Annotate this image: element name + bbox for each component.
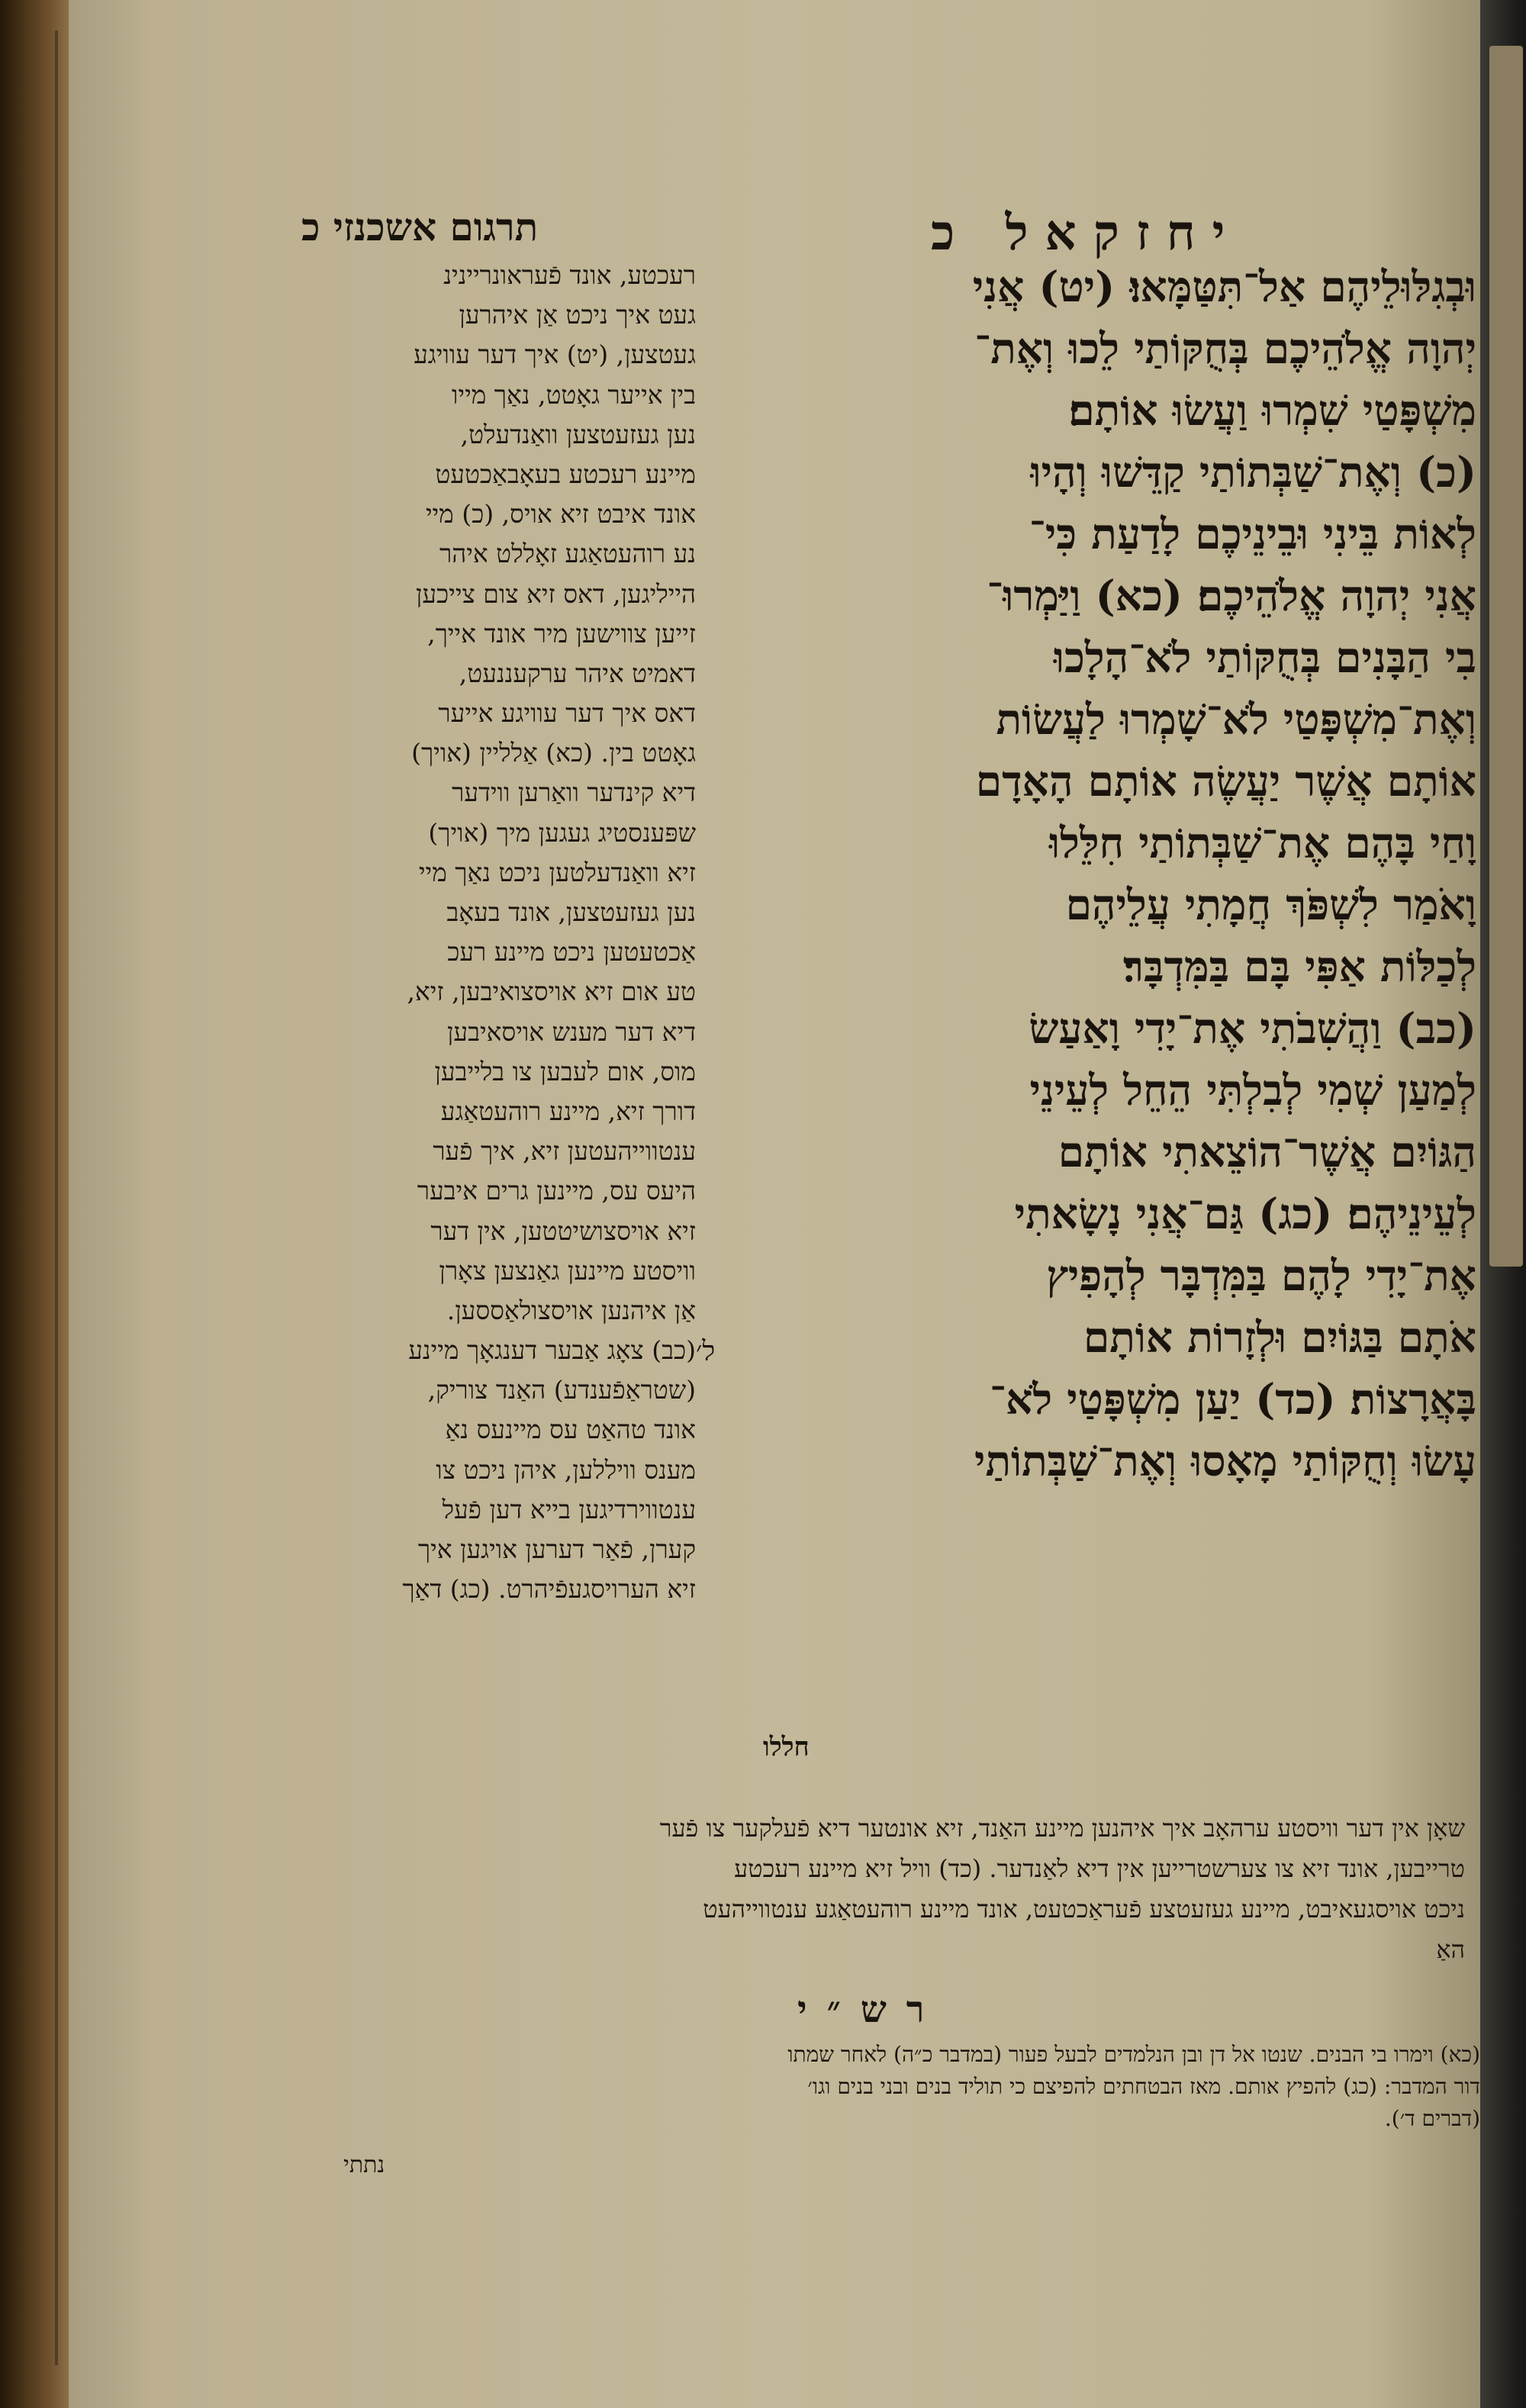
translation-line: דאס איך דער עוויגע אייער <box>438 698 696 729</box>
translation-line: גאָטט בין. (כא) אַלליין (אויך) <box>411 738 696 768</box>
catchword-left: נתתי <box>343 2152 385 2178</box>
translation-line: אונד טהאַט עס מיינעס נאַ <box>445 1415 696 1445</box>
translation-line: געטצען, (יט) איך דער עוויגע <box>414 340 696 370</box>
hebrew-line: וּבְגִלּוּלֵיהֶם אַל־תִּטַּמָּאוּ׃ (יט) אֲנִי <box>972 262 1476 311</box>
margin-note: ל׳ <box>696 1336 716 1367</box>
translation-footer-line: שאָן אין דער וויסטע ערהאָב איך איהנען מיינע האַנד, זיא אונטער דיא פֿעלקער צו פֿער <box>659 1814 1465 1843</box>
translation-line: דיא קינדער וואַרען ווידער <box>452 777 696 808</box>
translation-line: אונד איבט זיא אויס, (כ) מיי <box>425 499 696 530</box>
translation-footer-line: טרייבען, אונד זיא צו צערשטרייען אין דיא לאַנדער. (כד) וויל זיא מיינע רעכטע <box>734 1854 1465 1883</box>
hebrew-line: וְאֶת־מִשְׁפָּטַי לֹא־שָׁמְרוּ לַעֲשׂוֹת <box>996 694 1476 744</box>
translation-line: דורך זיא, מיינע רוהעטאַגע <box>440 1096 696 1126</box>
translation-line: זיא הערויסגעפֿיהרט. (כג) דאַך <box>402 1574 696 1605</box>
translation-line: וויסטע מיינען גאַנצען צאָרן <box>439 1255 696 1286</box>
translation-line: דיא דער מענש אויסאיבען <box>446 1016 696 1047</box>
hebrew-line: (כ) וְאֶת־שַׁבְּתוֹתַי קַדֵּשׁוּ וְהָיוּ <box>1030 447 1476 497</box>
hebrew-line: (כב) וַהֲשִׁבֹתִי אֶת־יָדִי וָאַעַשׂ <box>1029 1003 1476 1053</box>
translation-line: מענס וויללען, איהן ניכט צו <box>436 1454 696 1485</box>
running-header-book: יחזקאל כ <box>931 204 1242 262</box>
hebrew-line: לְכַלּוֹת אַפִּי בָּם בַּמִּדְבָּר׃ <box>1123 942 1476 991</box>
translation-line: זייען צווישען מיר אונד אייך, <box>427 618 696 649</box>
rashi-commentary <box>313 2039 1480 2135</box>
translation-line: זיא וואַנדעלטען ניכט נאַך מיי <box>418 857 696 887</box>
translation-line: אַן איהנען אויסצולאַססען. <box>446 1295 696 1325</box>
translation-line: נען געזעטצען, אונד בעאָב <box>446 897 696 927</box>
hebrew-line: בִי הַבָּנִים בְּחֻקּוֹתַי לֹא־הָלָכוּ <box>1053 633 1476 682</box>
hebrew-line: אֹתָם בַּגּוֹיִם וּלְזָרוֹת אוֹתָם <box>1083 1312 1476 1362</box>
hebrew-line: לְאוֹת בֵּינִי וּבֵינֵיכֶם לָדַעַת כִּי־ <box>1029 509 1476 559</box>
translation-line: נע רוהעטאַגע זאָללט איהר <box>439 539 696 569</box>
translation-line: שפּענסטיג געגען מיך (אויך) <box>428 817 696 848</box>
translation-line: נען געזעטצען וואַנדעלט, <box>460 419 696 449</box>
running-header-translation: תרגום אשכנזי כ <box>301 204 539 249</box>
catchword-right: חללו <box>763 1732 810 1763</box>
page-edge <box>55 31 58 2365</box>
translation-line: ענטווירדיגען בייא דען פֿעל <box>442 1494 696 1524</box>
hebrew-line: עָשׂוּ וְחֻקּוֹתַי מָאָסוּ וְאֶת־שַׁבְּתוֹתַי <box>974 1436 1476 1486</box>
hebrew-line: וָאֹמַר לִשְׁפֹּךְ חֲמָתִי עֲלֵיהֶם <box>1065 880 1476 929</box>
hebrew-line: לְמַעַן שְׁמִי לְבִלְתִּי הֵחֵל לְעֵינֵי <box>1029 1065 1476 1115</box>
translation-line: קערן, פֿאַר דערען אויגען איך <box>417 1534 696 1564</box>
hebrew-text-column <box>713 256 1476 1492</box>
hebrew-line: יְהוָה אֱלֹהֵיכֶם בְּחֻקּוֹתַי לֵכוּ וְאֶת־ <box>974 324 1476 373</box>
hebrew-line: אֶת־יָדִי לָהֶם בַּמִּדְבָּר לְהָפִיץ <box>1046 1251 1476 1300</box>
hebrew-line: מִשְׁפָּטַי שִׁמְרוּ וַעֲשׂוּ אוֹתָם׃ <box>1068 385 1476 435</box>
rashi-line: (כא) וימרו בי הבנים. שנטו אל דן ובן הנלמדים לבעל פעור (במדבר כ״ה) לאחר שמתו <box>787 2042 1480 2067</box>
translation-line: זיא אויסצושיטטען, אין דער <box>430 1215 696 1246</box>
translation-line: (שטראַפֿענדע) האַנד צוריק, <box>427 1375 696 1405</box>
hebrew-line: לְעֵינֵיהֶם׃ (כג) גַּם־אֲנִי נָשָׂאתִי <box>1014 1189 1476 1238</box>
translation-footer-line: ניכט אויסגעאיבט, מיינע געזעטצע פֿעראַכטעט, אונד מיינע רוהעטאַגע ענטווייהעט <box>703 1895 1465 1924</box>
translation-continuation <box>313 1808 1465 1970</box>
hebrew-line: הַגּוֹיִם אֲשֶׁר־הוֹצֵאתִי אוֹתָם <box>1058 1127 1476 1177</box>
hebrew-line: אוֹתָם אֲשֶׁר יַעֲשֶׂה אוֹתָם הָאָדָם <box>975 756 1476 806</box>
translation-footer-line: האַ <box>1436 1935 1465 1964</box>
translation-line: (כב) צאָג אַבער דענגאָך מיינע <box>408 1335 696 1366</box>
translation-line: טע אום זיא אויסצואיבען, זיא, <box>407 977 696 1007</box>
next-page-edge <box>1489 46 1523 1267</box>
rashi-heading: רש״י <box>797 1988 945 2031</box>
hebrew-line: אֲנִי יְהוָה אֱלֹהֵיכֶם׃ (כא) וַיַּמְרוּ־ <box>987 571 1476 620</box>
rashi-line: דור המדבר: (כג) להפיץ אותם. מאז הבטחתים להפיצם כי תוליד בנים ובני בנים וגו׳ <box>807 2074 1480 2099</box>
translation-line: אַכטעטען ניכט מיינע רעכ <box>447 937 696 967</box>
translation-line: הייליגען, דאס זיא צום צייכען <box>415 578 696 609</box>
translation-line: מיינע רעכטע בעאָבאַכטעט <box>435 459 696 489</box>
translation-line: היעס עס, מיינען גרים איבער <box>417 1176 696 1206</box>
hebrew-line: בָּאֲרָצוֹת׃ (כד) יַעַן מִשְׁפָּטַי לֹא־ <box>989 1374 1476 1424</box>
translation-line: געט איך ניכט אַן איהרען <box>459 300 696 330</box>
translation-line: רעכטע, אונד פֿעראונריינינ <box>443 260 696 290</box>
translation-line: בין אייער גאָטט, נאַך מייו <box>451 379 696 410</box>
translation-line: מוס, אום לעבען צו בלייבען <box>434 1056 696 1086</box>
book-spine <box>0 0 69 2408</box>
translation-line: דאמיט איהר ערקעננעט, <box>459 658 696 688</box>
rashi-line: (דברים ד׳). <box>1384 2106 1480 2131</box>
translation-line: ענטווייהעטען זיא, איך פֿער <box>433 1136 696 1167</box>
hebrew-line: וָחַי בָּהֶם אֶת־שַׁבְּתוֹתַי חִלֵּלוּ <box>1049 818 1476 868</box>
translation-column <box>307 256 696 1609</box>
